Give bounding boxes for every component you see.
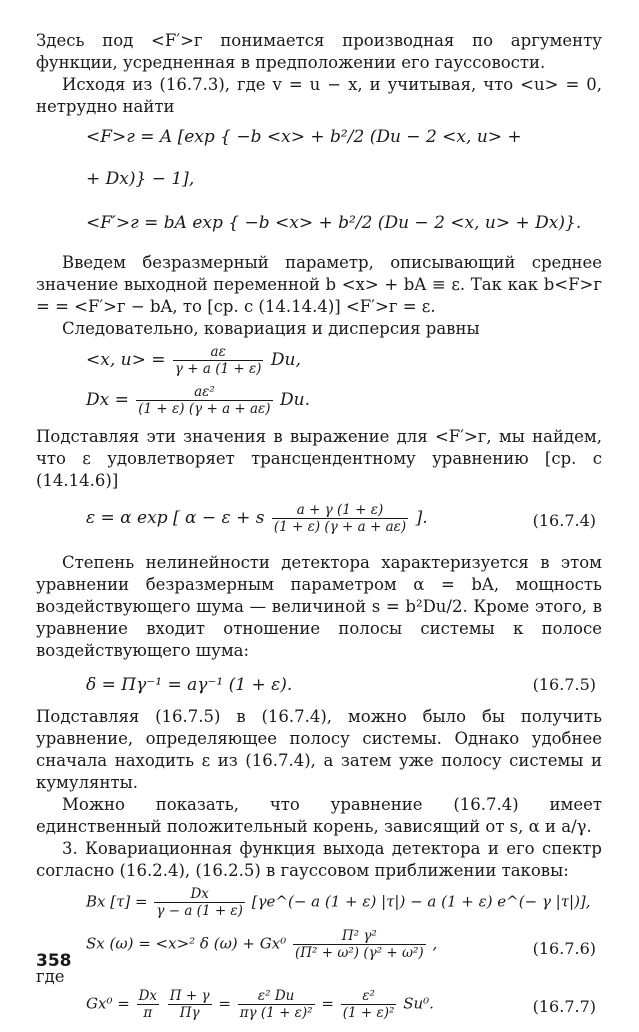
- eq-1674-body: [86, 502, 428, 535]
- equation-block-2: [36, 340, 602, 426]
- equation-16-7-4: [36, 492, 602, 552]
- eq-dispersion-den: (1 + ε) (γ + a + aε): [138, 401, 271, 417]
- eq-1677-f1-num: Dx: [138, 988, 158, 1004]
- eq-1677-f2-num: Π + γ: [169, 988, 210, 1004]
- eq-1674-num: a + γ (1 + ε): [272, 502, 408, 519]
- eq-1677-body: [86, 988, 434, 1021]
- eq-1677-lhs: Gx⁰ =: [86, 994, 130, 1013]
- eq-1674-den: (1 + ε) (γ + a + aε): [273, 519, 407, 535]
- paragraph-9: 3. Ковариационная функция выхода детектора и его спектр согласно (16.2.4), (16.2.5) в гауссовом приближении таковы:: [36, 839, 602, 880]
- paragraph-10: где: [36, 967, 65, 986]
- paragraph-3: Введем безразмерный параметр, описывающий среднее значение выходной переменной b <x> + bA ≡ ε. Так как b<F>г = = <F′>г − bA, то [ср. с (14.14.4)] <F′>г = ε.: [36, 253, 602, 316]
- page-number: 358: [36, 951, 72, 971]
- eq-1677-equals-1: =: [218, 994, 231, 1013]
- eq-sx-fraction: [293, 928, 426, 961]
- equation-16-7-7: [36, 988, 602, 1032]
- eq-1677-equals-2: =: [321, 994, 334, 1013]
- eq-1677-f3-num: ε² Du: [238, 988, 315, 1005]
- eq-covariance-lhs: <x, u> =: [86, 350, 166, 370]
- paragraph-2: Исходя из (16.7.3), где v = u − x, и учитывая, что <u> = 0, нетрудно найти: [36, 75, 602, 116]
- eq-1677-fraction-2: [168, 988, 212, 1021]
- eq-covariance-den: γ + a (1 + ε): [174, 361, 262, 377]
- eq-sx-lhs: Sx (ω) = <x>² δ (ω) + Gx⁰: [86, 934, 287, 953]
- eq-1675-body: δ = Πγ⁻¹ = aγ⁻¹ (1 + ε).: [86, 675, 293, 695]
- eq-covariance-fraction: [173, 344, 264, 377]
- eq-1677-label: (16.7.7): [532, 997, 596, 1016]
- eq-1677-f4-den: (1 + ε)²: [342, 1005, 395, 1021]
- eq-1677-f4-num: ε²: [341, 988, 397, 1005]
- eq-bx-den: γ − a (1 + ε): [156, 903, 243, 919]
- eq-1676-label: (16.7.6): [532, 939, 596, 958]
- eq-1677-fraction-3: [238, 988, 315, 1021]
- eq-sx-rhs: ,: [432, 934, 438, 953]
- eq-1674-fraction: [272, 502, 408, 535]
- eq-sx-den: (Π² + ω²) (γ² + ω²): [295, 945, 424, 961]
- equation-block-1: [36, 118, 602, 252]
- eq-1674-lhs: ε = α exp [ α − ε + s: [86, 508, 265, 528]
- eq-1677-f3-den: πγ (1 + ε)²: [239, 1005, 313, 1021]
- eq-dispersion-num: aε²: [136, 384, 272, 401]
- eq-covariance-rhs: Du,: [270, 350, 301, 370]
- eq-fprime-line: <F′>г = bA exp { −b <x> + b²/2 (Du − 2 <x, u> + Dx)}.: [86, 213, 582, 233]
- eq-covariance: [86, 344, 301, 377]
- eq-1674-label: (16.7.4): [532, 511, 596, 530]
- eq-1674-rhs: ].: [415, 508, 428, 528]
- eq-bx-num: Dx: [154, 886, 245, 903]
- eq-bx: [86, 886, 591, 919]
- paragraph-8: Можно показать, что уравнение (16.7.4) имеет единственный положительный корень, зависящий от s, α и a/γ.: [36, 795, 602, 836]
- eq-dispersion-fraction: [136, 384, 272, 417]
- eq-bx-lhs: Bx [τ] =: [86, 892, 148, 911]
- eq-1675-label: (16.7.5): [532, 675, 596, 694]
- paragraph-1: Здесь под <F′>г понимается производная по аргументу функции, усредненная в предположении его гауссовости.: [36, 31, 602, 72]
- equation-block-3: [36, 882, 602, 966]
- eq-fg-line-2: + Dx)} − 1],: [86, 169, 195, 189]
- equation-16-7-5: [36, 662, 602, 706]
- eq-sx: [86, 928, 437, 961]
- eq-1677-f2-den: Πγ: [179, 1005, 200, 1021]
- eq-dispersion-lhs: Dx =: [86, 390, 129, 410]
- eq-sx-num: Π² γ²: [293, 928, 426, 945]
- eq-1677-rhs: Su⁰.: [403, 994, 434, 1013]
- page-body: [36, 30, 602, 1032]
- eq-bx-fraction: [154, 886, 245, 919]
- paragraph-5: Подставляя эти значения в выражение для <F′>г, мы найдем, что ε удовлетворяет трансцендентному уравнению [ср. с (14.14.6)]: [36, 427, 602, 490]
- eq-1677-fraction-1: [137, 988, 159, 1021]
- eq-dispersion-rhs: Du.: [279, 390, 310, 410]
- paragraph-4: Следовательно, ковариация и дисперсия равны: [62, 319, 480, 338]
- eq-1677-fraction-4: [341, 988, 397, 1021]
- eq-covariance-num: aε: [173, 344, 264, 361]
- eq-dispersion: [86, 384, 310, 417]
- paragraph-6: Степень нелинейности детектора характеризуется в этом уравнении безразмерным параметром α = bA, мощность воздействующего шума — величиной s = b²Du/2. Кроме этого, в уравнение входит отношение полосы системы к полосе воздействующего шума:: [36, 553, 602, 660]
- paragraph-7: Подставляя (16.7.5) в (16.7.4), можно было бы получить уравнение, определяющее полосу системы. Однако удобнее сначала находить ε из (16.7.4), а затем уже полосу системы и кумулянты.: [36, 707, 602, 792]
- eq-bx-rhs: [γe^(− a (1 + ε) |τ|) − a (1 + ε) e^(− γ |τ|)],: [251, 892, 591, 911]
- eq-1677-f1-den: π: [143, 1005, 153, 1021]
- eq-fg-line-1: <F>г = A [exp { −b <x> + b²/2 (Du − 2 <x, u> +: [86, 127, 522, 147]
